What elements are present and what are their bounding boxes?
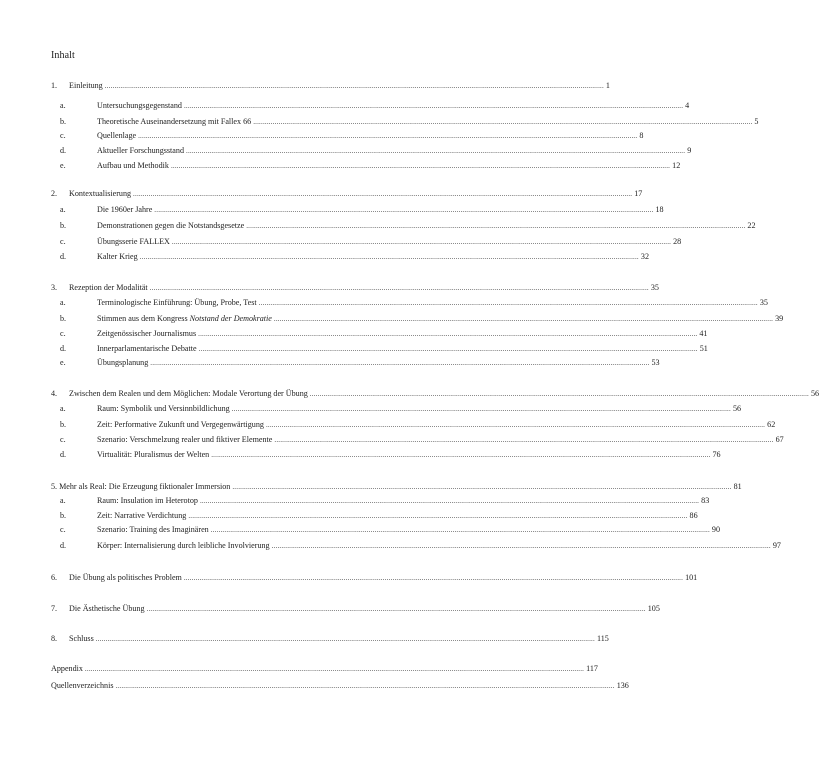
toc-entry-page: 83	[701, 496, 710, 505]
toc-entry-page: 101	[685, 573, 698, 582]
toc-leader-dots	[138, 130, 637, 142]
toc-leader-dots	[199, 343, 698, 355]
toc-leader-dots	[105, 80, 604, 92]
toc-entry-page: 35	[759, 298, 768, 307]
toc-leader-dots	[172, 236, 671, 248]
toc-entry	[51, 388, 819, 400]
toc-entry-page: 41	[699, 329, 708, 338]
toc-heading: Inhalt	[51, 50, 75, 61]
toc-leader-dots	[211, 524, 710, 536]
toc-entry-title: Theoretische Auseinandersetzung mit Fallex 66	[97, 117, 252, 126]
toc-entry	[51, 680, 629, 692]
toc-entry-page: 4	[685, 101, 690, 110]
toc-entry	[51, 130, 644, 142]
toc-leader-dots	[184, 100, 683, 112]
toc-entry-page: 17	[634, 189, 643, 198]
toc-entry-title: Kontextualisierung	[69, 189, 132, 198]
toc-entry-page: 12	[672, 161, 681, 170]
toc-entry-title: Demonstrationen gegen die Notstandsgesetze	[97, 221, 245, 230]
toc-entry-number: b.	[60, 117, 67, 126]
toc-entry	[51, 481, 742, 493]
toc-entry-number: c.	[60, 525, 66, 534]
toc-entry-number: a.	[60, 205, 66, 214]
toc-entry-page: 18	[655, 205, 664, 214]
toc-entry	[51, 313, 784, 325]
toc-entry-page: 22	[747, 221, 756, 230]
toc-leader-dots	[96, 633, 595, 645]
toc-entry-title: Einleitung	[69, 81, 103, 90]
toc-entry-title: Szenario: Training des Imaginären	[97, 525, 209, 534]
toc-entry-number: 2.	[51, 189, 58, 198]
toc-leader-dots	[253, 116, 752, 128]
toc-entry-page: 53	[651, 358, 660, 367]
toc-leader-dots	[198, 328, 697, 340]
toc-leader-dots	[85, 663, 584, 675]
toc-entry-title: Kalter Krieg	[97, 252, 138, 261]
toc-entry-number: c.	[60, 435, 66, 444]
toc-entry-page: 8	[639, 131, 644, 140]
toc-entry-title: Quellenlage	[97, 131, 137, 140]
toc-leader-dots	[259, 297, 758, 309]
toc-entry-title: Virtualität: Pluralismus der Welten	[97, 450, 210, 459]
toc-entry-title: Untersuchungsgegenstand	[97, 101, 182, 110]
toc-leader-dots	[246, 220, 745, 232]
toc-entry-page: 9	[687, 146, 692, 155]
toc-entry-page: 86	[689, 511, 698, 520]
toc-leader-dots	[266, 419, 765, 431]
toc-entry-title: Rezeption der Modalität	[69, 283, 148, 292]
toc-leader-dots	[200, 495, 699, 507]
toc-entry-title: Quellenverzeichnis	[51, 681, 114, 690]
toc-entry	[51, 663, 598, 675]
toc-entry-number: 6.	[51, 573, 58, 582]
toc-entry	[51, 160, 681, 172]
toc-entry-title: Zeitgenössischer Journalismus	[97, 329, 197, 338]
toc-entry-title: Zeit: Performative Zukunft und Vergegenwärtigung	[97, 420, 264, 429]
toc-entry	[51, 495, 710, 507]
toc-entry	[51, 145, 692, 157]
toc-entry	[51, 403, 742, 415]
toc-leader-dots	[115, 680, 614, 692]
toc-entry	[51, 251, 649, 263]
toc-entry-number: 7.	[51, 604, 58, 613]
toc-entry-title: Schluss	[69, 634, 94, 643]
toc-entry-page: 90	[711, 525, 721, 534]
toc-entry-title: Szenario: Verschmelzung realer und fiktiver Elemente	[97, 435, 273, 444]
toc-entry-title: Zwischen dem Realen und dem Möglichen: Modale Verortung der Übung	[69, 389, 308, 398]
toc-entry-number: d.	[60, 541, 67, 550]
toc-entry	[51, 100, 690, 112]
toc-entry	[51, 204, 664, 216]
toc-entry	[51, 434, 784, 446]
toc-leader-dots	[150, 282, 649, 294]
toc-entry-title: Die 1960er Jahre	[97, 205, 153, 214]
toc-entry	[51, 116, 759, 128]
toc-leader-dots	[186, 145, 685, 157]
toc-entry	[51, 236, 682, 248]
toc-entry-page: 97	[772, 541, 781, 550]
toc-entry	[51, 510, 698, 522]
toc-entry-title: Übungsserie FALLEX	[97, 237, 170, 246]
toc-leader-dots	[150, 357, 649, 369]
toc-entry-number: d.	[60, 252, 67, 261]
toc-leader-dots	[274, 313, 773, 325]
toc-entry-title: Raum: Symbolik und Versinnbildlichung	[97, 404, 230, 413]
toc-leader-dots	[147, 603, 646, 615]
toc-entry-page: 51	[699, 344, 708, 353]
toc-leader-dots	[154, 204, 653, 216]
toc-entry	[51, 540, 781, 552]
toc-entry-title: Die Übung als politisches Problem	[69, 573, 182, 582]
toc-entry	[51, 603, 660, 615]
toc-entry-title: Zeit: Narrative Verdichtung	[97, 511, 187, 520]
toc-entry	[51, 343, 708, 355]
toc-entry	[51, 220, 756, 232]
toc-leader-dots	[171, 160, 670, 172]
toc-entry	[51, 282, 659, 294]
toc-entry-page: 35	[650, 283, 659, 292]
toc-entry-page: 117	[586, 664, 598, 673]
toc-entry-page: 5	[754, 117, 759, 126]
toc-entry	[51, 297, 768, 309]
toc-leader-dots	[232, 403, 731, 415]
toc-leader-dots	[272, 540, 771, 552]
toc-entry-title: Raum: Insulation im Heterotop	[97, 496, 198, 505]
toc-entry-number: 1.	[51, 81, 58, 90]
toc-entry-page: 62	[767, 420, 776, 429]
toc-entry-number: d.	[60, 146, 67, 155]
toc-entry-number: 8.	[51, 634, 58, 643]
toc-entry-number: b.	[60, 511, 67, 520]
toc-entry-title: Aufbau und Methodik	[97, 161, 169, 170]
toc-entry-number: a.	[60, 496, 66, 505]
toc-leader-dots	[184, 572, 683, 584]
toc-entry-number: d.	[60, 450, 67, 459]
toc-leader-dots	[274, 434, 773, 446]
toc-entry-page: 32	[640, 252, 649, 261]
toc-entry-page: 81	[733, 482, 742, 491]
toc-entry-number: c.	[60, 329, 66, 338]
toc-entry-title: Die Ästhetische Übung	[69, 604, 145, 613]
toc-entry-page: 1	[605, 81, 610, 90]
toc-entry-title: Körper: Internalisierung durch leibliche Involvierung	[97, 541, 270, 550]
toc-entry-number: c.	[60, 131, 66, 140]
toc-entry	[51, 633, 609, 645]
toc-entry-page: 76	[712, 450, 721, 459]
toc-entry-title: Übungsplanung	[97, 358, 149, 367]
toc-entry-number: e.	[60, 161, 66, 170]
toc-entry-page: 105	[647, 604, 660, 613]
toc-entry-number: c.	[60, 237, 66, 246]
toc-entry-number: 3.	[51, 283, 58, 292]
toc-entry-page: 56	[811, 389, 819, 398]
toc-entry-title: Stimmen aus dem Kongress Notstand der Demokratie	[97, 314, 272, 323]
toc-entry	[51, 449, 721, 461]
toc-entry-title: Terminologische Einführung: Übung, Probe, Test	[97, 298, 257, 307]
toc-entry-number: d.	[60, 344, 67, 353]
toc-entry-number: b.	[60, 314, 67, 323]
toc-entry	[51, 80, 610, 92]
toc-entry-page: 39	[775, 314, 784, 323]
toc-entry-number: a.	[60, 101, 66, 110]
toc-entry-number: e.	[60, 358, 66, 367]
toc-entry-title: Appendix	[51, 664, 83, 673]
toc-entry	[51, 572, 698, 584]
toc-leader-dots	[310, 388, 809, 400]
toc-leader-dots	[140, 251, 639, 263]
toc-entry-title: 5. Mehr als Real: Die Erzeugung fiktionaler Immersion	[51, 482, 231, 491]
toc-leader-dots	[211, 449, 710, 461]
toc-entry-page: 28	[673, 237, 682, 246]
toc-entry	[51, 419, 776, 431]
toc-entry	[51, 357, 660, 369]
toc-entry-title: Innerparlamentarische Debatte	[97, 344, 197, 353]
toc-entry-page: 115	[596, 634, 609, 643]
toc-entry-number: a.	[60, 298, 66, 307]
toc-leader-dots	[133, 188, 632, 200]
toc-entry-number: 4.	[51, 389, 58, 398]
toc-entry-page: 136	[616, 681, 629, 690]
toc-leader-dots	[232, 481, 731, 493]
toc-leader-dots	[188, 510, 687, 522]
toc-entry	[51, 524, 721, 536]
toc-entry	[51, 188, 643, 200]
toc-entry-page: 67	[775, 435, 784, 444]
toc-entry-number: a.	[60, 404, 66, 413]
toc-entry-number: b.	[60, 221, 67, 230]
toc-entry-page: 56	[732, 404, 742, 413]
toc-entry-number: b.	[60, 420, 67, 429]
toc-entry	[51, 328, 708, 340]
toc-entry-title: Aktueller Forschungsstand	[97, 146, 184, 155]
